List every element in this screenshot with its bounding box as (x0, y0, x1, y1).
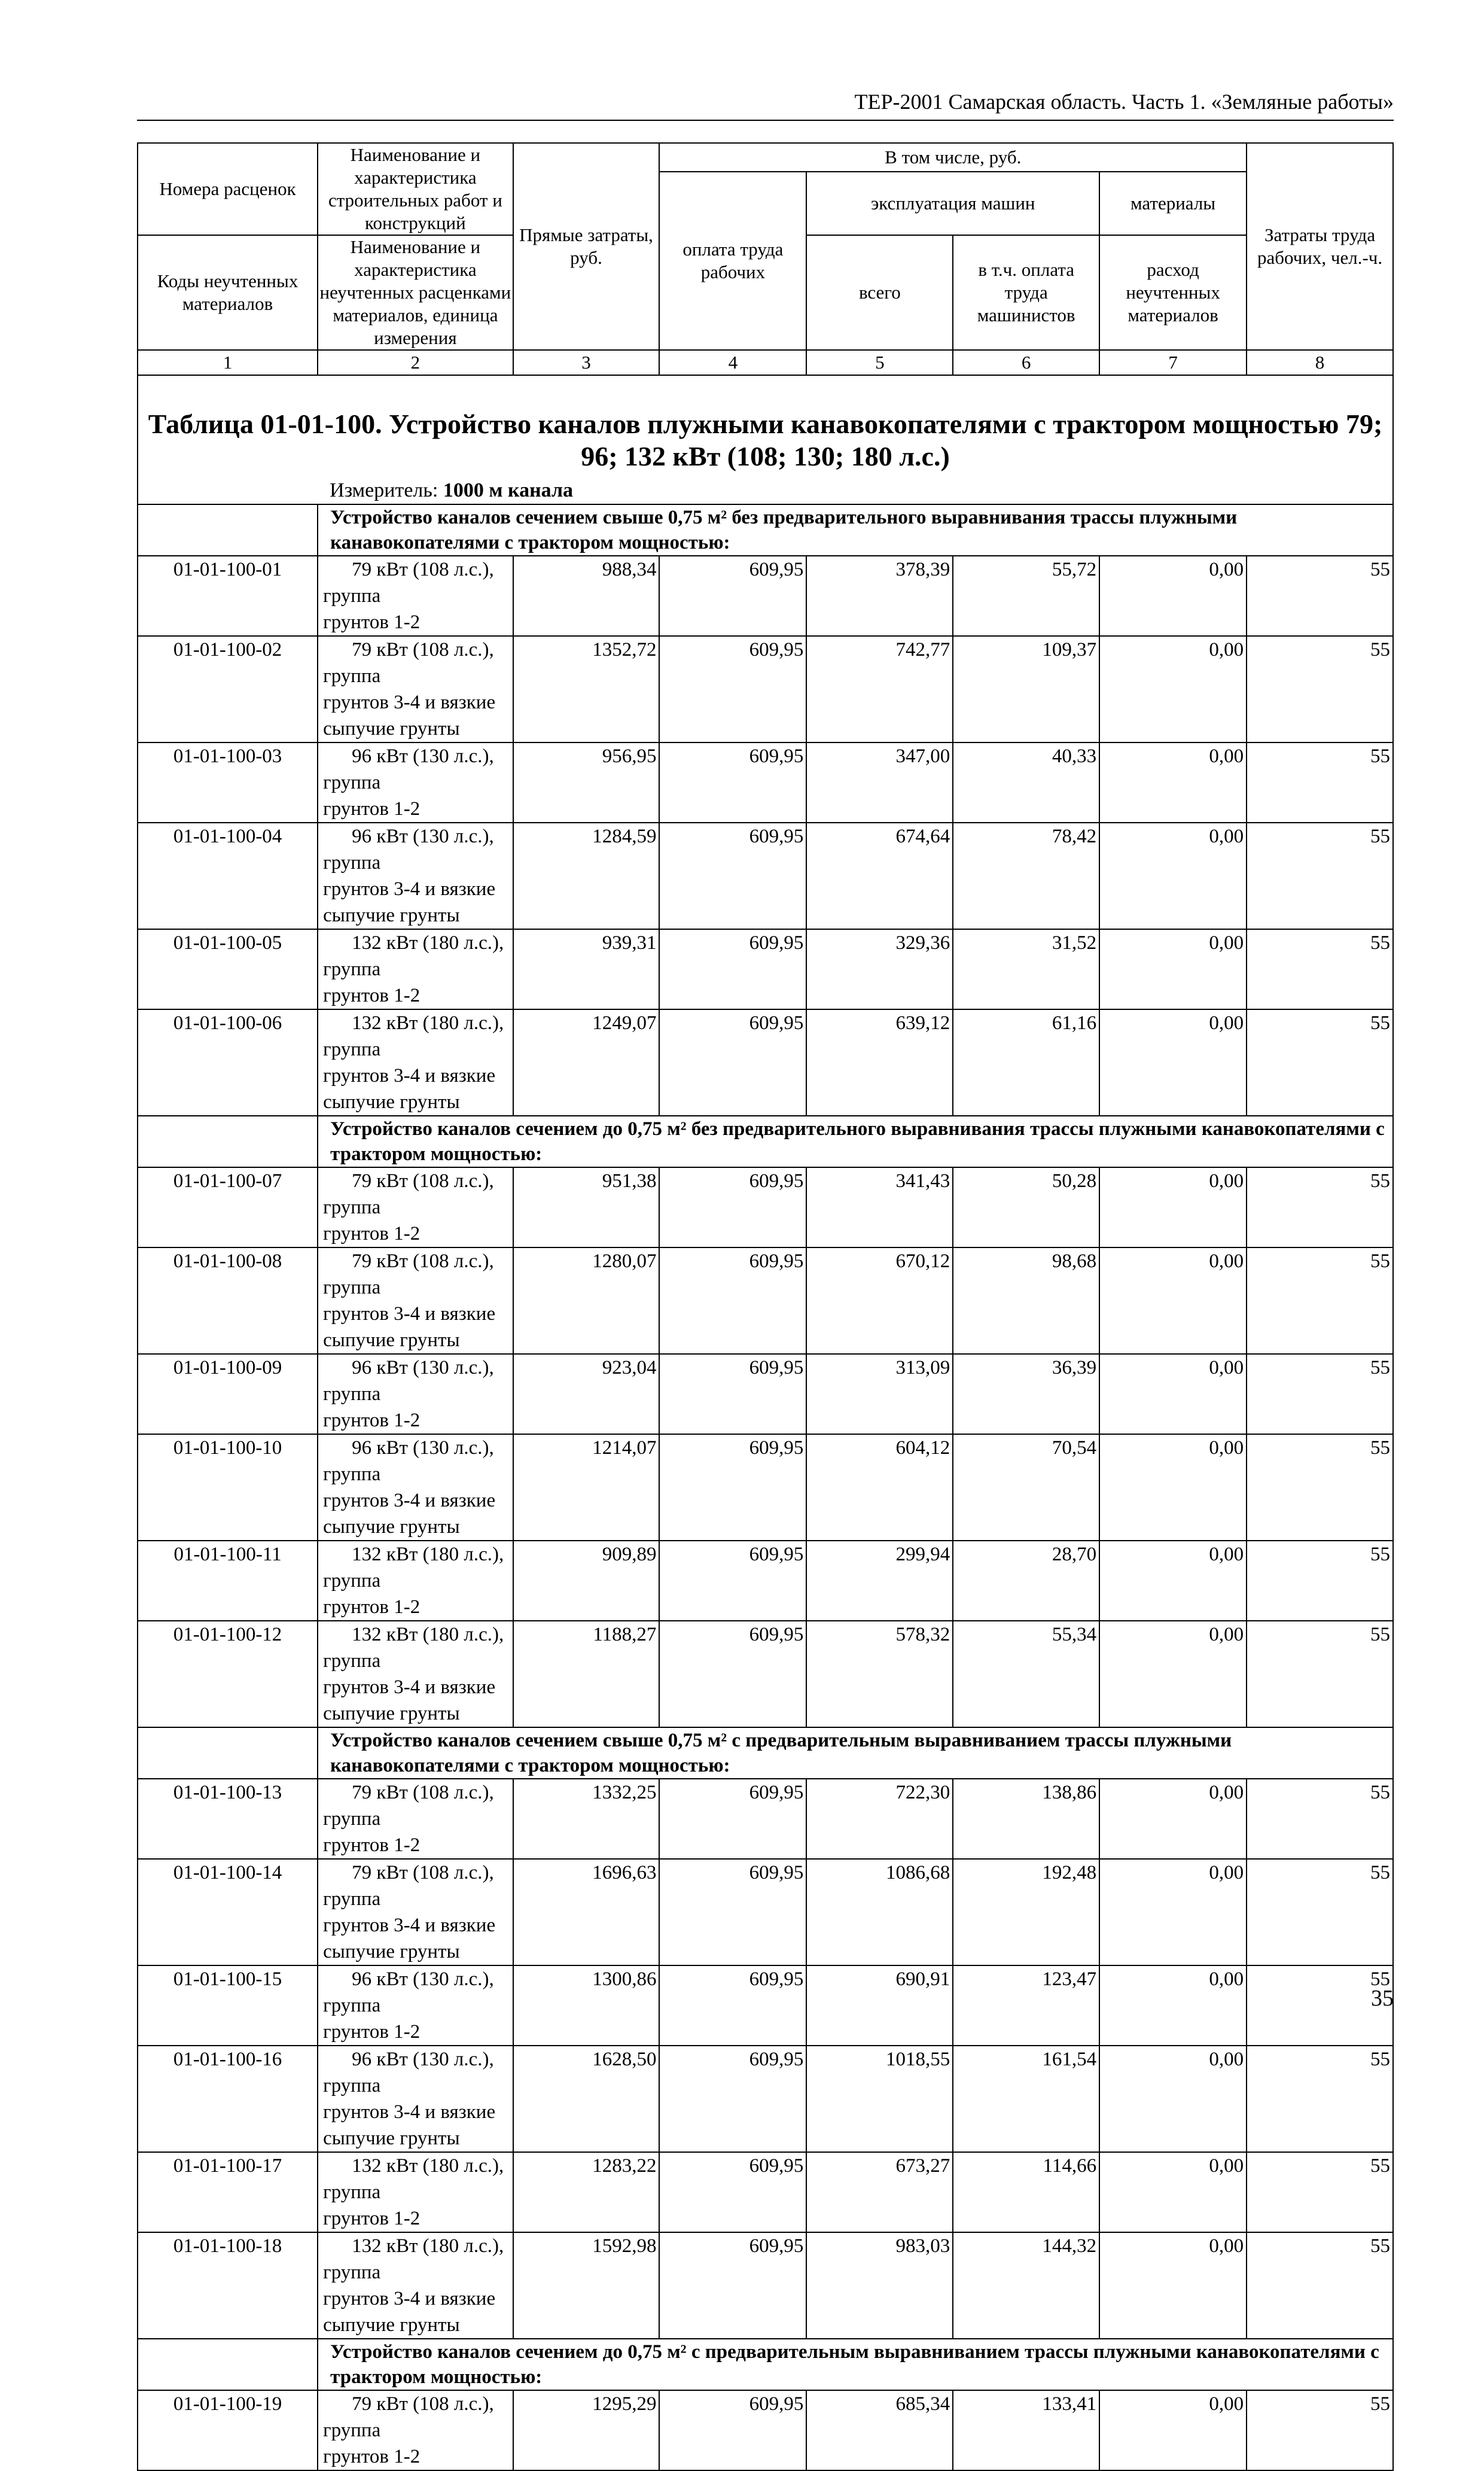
work-description-first-line: 79 кВт (108 л.с.), группа (323, 1782, 494, 1830)
labor-costs: 55 (1247, 742, 1393, 823)
machinist-pay: 98,68 (953, 1247, 1099, 1354)
work-description (318, 1541, 513, 1621)
direct-costs: 1295,29 (513, 2390, 660, 2470)
work-description (318, 1859, 513, 1965)
direct-costs: 1300,86 (513, 1965, 660, 2046)
labor-costs: 55 (1247, 2046, 1393, 2152)
worker-pay: 609,95 (659, 1354, 806, 1434)
work-description-rest: грунтов 1-2 (323, 1223, 420, 1244)
rate-code: 01-01-100-10 (138, 1434, 318, 1541)
machine-total: 1018,55 (806, 2046, 953, 2152)
work-description-rest: грунтов 1-2 (323, 2021, 420, 2043)
labor-costs: 55 (1247, 1434, 1393, 1541)
rate-code: 01-01-100-14 (138, 1859, 318, 1965)
table-row (138, 1779, 1393, 1859)
header-work-name: Наименование и характеристика строительных работ и конструкций (318, 143, 513, 235)
rate-code: 01-01-100-16 (138, 2046, 318, 2152)
header-materials-consumption: расход неучтенных материалов (1099, 235, 1247, 350)
machine-total: 690,91 (806, 1965, 953, 2046)
materials-consumption: 0,00 (1099, 929, 1247, 1009)
work-description-first-line: 132 кВт (180 л.с.), группа (323, 2235, 504, 2283)
group-heading: Устройство каналов сечением до 0,75 м² с предварительным выравниванием трассы плужными канавокопателями с трактором мощностью: (318, 2339, 1393, 2390)
rate-code: 01-01-100-02 (138, 636, 318, 742)
machinist-pay: 78,42 (953, 823, 1099, 929)
machinist-pay: 28,70 (953, 1541, 1099, 1621)
measure-value: 1000 м канала (443, 479, 574, 501)
machinist-pay: 55,72 (953, 556, 1099, 636)
rate-code: 01-01-100-11 (138, 1541, 318, 1621)
rate-code: 01-01-100-06 (138, 1009, 318, 1116)
table-row (138, 2046, 1393, 2152)
materials-consumption: 0,00 (1099, 1167, 1247, 1247)
rates-table (137, 142, 1394, 2471)
machinist-pay: 138,86 (953, 1779, 1099, 1859)
direct-costs: 923,04 (513, 1354, 660, 1434)
column-number: 2 (318, 350, 513, 375)
rate-code: 01-01-100-08 (138, 1247, 318, 1354)
work-description-first-line: 96 кВт (130 л.с.), группа (323, 745, 494, 793)
table-row (138, 2390, 1393, 2470)
machine-total: 673,27 (806, 2152, 953, 2232)
rate-code: 01-01-100-01 (138, 556, 318, 636)
table-row (138, 742, 1393, 823)
worker-pay: 609,95 (659, 1434, 806, 1541)
header-worker-pay: оплата труда рабочих (659, 172, 806, 350)
table-row (138, 1434, 1393, 1541)
rate-code: 01-01-100-19 (138, 2390, 318, 2470)
table-row (138, 2232, 1393, 2339)
group-heading: Устройство каналов сечением до 0,75 м² без предварительного выравнивания трассы плужными канавокопателями с трактором мощностью: (318, 1116, 1393, 1167)
work-description-rest: грунтов 3-4 и вязкие сыпучие грунты (323, 1490, 496, 1538)
work-description-first-line: 132 кВт (180 л.с.), группа (323, 1544, 504, 1591)
direct-costs: 1332,25 (513, 1779, 660, 1859)
work-description-first-line: 132 кВт (180 л.с.), группа (323, 1012, 504, 1060)
work-description-rest: грунтов 1-2 (323, 611, 420, 633)
rate-code: 01-01-100-12 (138, 1621, 318, 1727)
machinist-pay: 133,41 (953, 2390, 1099, 2470)
machinist-pay: 161,54 (953, 2046, 1099, 2152)
column-number: 7 (1099, 350, 1247, 375)
work-description-rest: грунтов 1-2 (323, 2208, 420, 2229)
worker-pay: 609,95 (659, 1965, 806, 2046)
work-description (318, 2152, 513, 2232)
table-row (138, 823, 1393, 929)
work-description-first-line: 79 кВт (108 л.с.), группа (323, 1862, 494, 1910)
rate-code: 01-01-100-17 (138, 2152, 318, 2232)
work-description (318, 1167, 513, 1247)
work-description (318, 1009, 513, 1116)
group-heading-row (138, 1116, 1393, 1167)
machinist-pay: 50,28 (953, 1167, 1099, 1247)
labor-costs: 55 (1247, 1859, 1393, 1965)
table-row (138, 556, 1393, 636)
machinist-pay: 70,54 (953, 1434, 1099, 1541)
worker-pay: 609,95 (659, 2232, 806, 2339)
table-row (138, 2152, 1393, 2232)
machinist-pay: 109,37 (953, 636, 1099, 742)
table-title: Таблица 01-01-100. Устройство каналов плужными канавокопателями с трактором мощностью 79; 96; 132 кВт (108; 130; 180 л.с.) (138, 375, 1393, 477)
worker-pay: 609,95 (659, 1621, 806, 1727)
work-description (318, 1779, 513, 1859)
labor-costs: 55 (1247, 556, 1393, 636)
worker-pay: 609,95 (659, 823, 806, 929)
header-machine-total: всего (806, 235, 953, 350)
labor-costs: 55 (1247, 1965, 1393, 2046)
labor-costs: 55 (1247, 1247, 1393, 1354)
work-description-rest: грунтов 1-2 (323, 1834, 420, 1856)
group-heading-spacer (138, 1116, 318, 1167)
machine-total: 604,12 (806, 1434, 953, 1541)
work-description-rest: грунтов 3-4 и вязкие сыпучие грунты (323, 2288, 496, 2336)
machinist-pay: 36,39 (953, 1354, 1099, 1434)
work-description (318, 1247, 513, 1354)
materials-consumption: 0,00 (1099, 823, 1247, 929)
machinist-pay: 55,34 (953, 1621, 1099, 1727)
header-labor: Затраты труда рабочих, чел.-ч. (1247, 143, 1393, 350)
column-numbers-row (138, 350, 1393, 375)
machine-total: 983,03 (806, 2232, 953, 2339)
group-heading-row (138, 1727, 1393, 1779)
measure-label: Измеритель: (330, 479, 438, 501)
table-row (138, 1354, 1393, 1434)
header-machinist-pay: в т.ч. оплата труда машинистов (953, 235, 1099, 350)
materials-consumption: 0,00 (1099, 1009, 1247, 1116)
materials-consumption: 0,00 (1099, 2046, 1247, 2152)
worker-pay: 609,95 (659, 742, 806, 823)
machine-total: 299,94 (806, 1541, 953, 1621)
labor-costs: 55 (1247, 1167, 1393, 1247)
work-description-rest: грунтов 3-4 и вязкие сыпучие грунты (323, 2101, 496, 2149)
direct-costs: 1284,59 (513, 823, 660, 929)
machinist-pay: 144,32 (953, 2232, 1099, 2339)
direct-costs: 956,95 (513, 742, 660, 823)
machine-total: 722,30 (806, 1779, 953, 1859)
work-description-first-line: 79 кВт (108 л.с.), группа (323, 639, 494, 687)
machinist-pay: 40,33 (953, 742, 1099, 823)
work-description-first-line: 96 кВт (130 л.с.), группа (323, 1968, 494, 2016)
work-description (318, 2390, 513, 2470)
group-heading: Устройство каналов сечением свыше 0,75 м² без предварительного выравнивания трассы плужными канавокопателями с трактором мощностью: (318, 504, 1393, 556)
materials-consumption: 0,00 (1099, 1779, 1247, 1859)
machine-total: 341,43 (806, 1167, 953, 1247)
work-description (318, 636, 513, 742)
direct-costs: 1214,07 (513, 1434, 660, 1541)
work-description-first-line: 132 кВт (180 л.с.), группа (323, 2155, 504, 2203)
table-row (138, 1859, 1393, 1965)
direct-costs: 1628,50 (513, 2046, 660, 2152)
work-description-first-line: 96 кВт (130 л.с.), группа (323, 1357, 494, 1405)
labor-costs: 55 (1247, 2152, 1393, 2232)
page-number: 35 (1371, 1986, 1394, 2011)
rate-code: 01-01-100-07 (138, 1167, 318, 1247)
rate-code: 01-01-100-04 (138, 823, 318, 929)
machine-total: 378,39 (806, 556, 953, 636)
labor-costs: 55 (1247, 1621, 1393, 1727)
labor-costs: 55 (1247, 636, 1393, 742)
work-description-rest: грунтов 1-2 (323, 1596, 420, 1618)
materials-consumption: 0,00 (1099, 2152, 1247, 2232)
header-direct-costs: Прямые затраты, руб. (513, 143, 660, 350)
materials-consumption: 0,00 (1099, 2232, 1247, 2339)
work-description-rest: грунтов 3-4 и вязкие сыпучие грунты (323, 1676, 496, 1724)
rate-code: 01-01-100-15 (138, 1965, 318, 2046)
materials-consumption: 0,00 (1099, 1965, 1247, 2046)
work-description-first-line: 96 кВт (130 л.с.), группа (323, 2049, 494, 2096)
group-heading-row (138, 2339, 1393, 2390)
table-row (138, 1009, 1393, 1116)
machine-total: 670,12 (806, 1247, 953, 1354)
machine-total: 742,77 (806, 636, 953, 742)
work-description-first-line: 79 кВт (108 л.с.), группа (323, 1170, 494, 1218)
materials-consumption: 0,00 (1099, 636, 1247, 742)
rate-code: 01-01-100-03 (138, 742, 318, 823)
rate-code: 01-01-100-09 (138, 1354, 318, 1434)
column-number: 3 (513, 350, 660, 375)
worker-pay: 609,95 (659, 2390, 806, 2470)
worker-pay: 609,95 (659, 556, 806, 636)
worker-pay: 609,95 (659, 636, 806, 742)
work-description (318, 929, 513, 1009)
labor-costs: 55 (1247, 2390, 1393, 2470)
direct-costs: 909,89 (513, 1541, 660, 1621)
group-heading: Устройство каналов сечением свыше 0,75 м² с предварительным выравниванием трассы плужными канавокопателями с трактором мощностью: (318, 1727, 1393, 1779)
worker-pay: 609,95 (659, 1541, 806, 1621)
work-description-first-line: 79 кВт (108 л.с.), группа (323, 2393, 494, 2441)
materials-consumption: 0,00 (1099, 1434, 1247, 1541)
column-number: 5 (806, 350, 953, 375)
worker-pay: 609,95 (659, 2046, 806, 2152)
work-description-rest: грунтов 3-4 и вязкие сыпучие грунты (323, 878, 496, 926)
materials-consumption: 0,00 (1099, 1247, 1247, 1354)
header-materials: материалы (1099, 172, 1247, 235)
work-description-rest: грунтов 1-2 (323, 1410, 420, 1431)
table-row (138, 929, 1393, 1009)
labor-costs: 55 (1247, 929, 1393, 1009)
column-number: 6 (953, 350, 1099, 375)
group-heading-spacer (138, 1727, 318, 1779)
direct-costs: 1696,63 (513, 1859, 660, 1965)
machinist-pay: 61,16 (953, 1009, 1099, 1116)
work-description-rest: грунтов 3-4 и вязкие сыпучие грунты (323, 1915, 496, 1962)
materials-consumption: 0,00 (1099, 1621, 1247, 1727)
machine-total: 313,09 (806, 1354, 953, 1434)
machine-total: 578,32 (806, 1621, 953, 1727)
labor-costs: 55 (1247, 2232, 1393, 2339)
labor-costs: 55 (1247, 1009, 1393, 1116)
direct-costs: 1592,98 (513, 2232, 660, 2339)
direct-costs: 939,31 (513, 929, 660, 1009)
work-description-rest: грунтов 1-2 (323, 2446, 420, 2467)
table-body (138, 375, 1393, 2470)
group-heading-spacer (138, 504, 318, 556)
work-description (318, 2232, 513, 2339)
work-description-rest: грунтов 3-4 и вязкие сыпучие грунты (323, 692, 496, 740)
work-description (318, 556, 513, 636)
measure-spacer (138, 477, 318, 504)
header-material-codes: Коды неучтенных материалов (138, 235, 318, 350)
work-description-first-line: 96 кВт (130 л.с.), группа (323, 1437, 494, 1485)
work-description (318, 1965, 513, 2046)
worker-pay: 609,95 (659, 1167, 806, 1247)
group-heading-spacer (138, 2339, 318, 2390)
materials-consumption: 0,00 (1099, 2390, 1247, 2470)
column-number: 1 (138, 350, 318, 375)
header-machine-operation: эксплуатация машин (806, 172, 1099, 235)
table-row (138, 1541, 1393, 1621)
work-description-first-line: 96 кВт (130 л.с.), группа (323, 826, 494, 874)
worker-pay: 609,95 (659, 1247, 806, 1354)
work-description (318, 2046, 513, 2152)
labor-costs: 55 (1247, 823, 1393, 929)
worker-pay: 609,95 (659, 929, 806, 1009)
work-description (318, 1354, 513, 1434)
worker-pay: 609,95 (659, 1779, 806, 1859)
header-in-total: В том числе, руб. (659, 143, 1247, 172)
machinist-pay: 31,52 (953, 929, 1099, 1009)
column-number: 8 (1247, 350, 1393, 375)
table-row (138, 636, 1393, 742)
worker-pay: 609,95 (659, 2152, 806, 2232)
table-header (138, 143, 1393, 375)
rate-code: 01-01-100-13 (138, 1779, 318, 1859)
machinist-pay: 123,47 (953, 1965, 1099, 2046)
table-row (138, 1167, 1393, 1247)
table-row (138, 1247, 1393, 1354)
column-number: 4 (659, 350, 806, 375)
labor-costs: 55 (1247, 1354, 1393, 1434)
machine-total: 685,34 (806, 2390, 953, 2470)
machine-total: 674,64 (806, 823, 953, 929)
materials-consumption: 0,00 (1099, 1859, 1247, 1965)
materials-consumption: 0,00 (1099, 556, 1247, 636)
work-description-rest: грунтов 3-4 и вязкие сыпучие грунты (323, 1303, 496, 1351)
direct-costs: 1283,22 (513, 2152, 660, 2232)
direct-costs: 1249,07 (513, 1009, 660, 1116)
machine-total: 639,12 (806, 1009, 953, 1116)
materials-consumption: 0,00 (1099, 742, 1247, 823)
machine-total: 347,00 (806, 742, 953, 823)
direct-costs: 1352,72 (513, 636, 660, 742)
materials-consumption: 0,00 (1099, 1354, 1247, 1434)
work-description (318, 742, 513, 823)
header-material-names: Наименование и характеристика неучтенных расценками материалов, единица измерения (318, 235, 513, 350)
work-description-first-line: 79 кВт (108 л.с.), группа (323, 1250, 494, 1298)
measure-line (318, 477, 1393, 504)
work-description-first-line: 132 кВт (180 л.с.), группа (323, 932, 504, 980)
direct-costs: 1280,07 (513, 1247, 660, 1354)
header-rate-numbers: Номера расценок (138, 143, 318, 235)
machinist-pay: 114,66 (953, 2152, 1099, 2232)
work-description (318, 1621, 513, 1727)
table-row (138, 1621, 1393, 1727)
rate-code: 01-01-100-18 (138, 2232, 318, 2339)
work-description (318, 1434, 513, 1541)
work-description-first-line: 79 кВт (108 л.с.), группа (323, 559, 494, 607)
labor-costs: 55 (1247, 1779, 1393, 1859)
work-description (318, 823, 513, 929)
work-description-rest: грунтов 1-2 (323, 798, 420, 820)
machine-total: 1086,68 (806, 1859, 953, 1965)
machinist-pay: 192,48 (953, 1859, 1099, 1965)
running-header: ТЕР-2001 Самарская область. Часть 1. «Земляные работы» (137, 84, 1394, 121)
direct-costs: 1188,27 (513, 1621, 660, 1727)
table-row (138, 1965, 1393, 2046)
materials-consumption: 0,00 (1099, 1541, 1247, 1621)
labor-costs: 55 (1247, 1541, 1393, 1621)
work-description-rest: грунтов 3-4 и вязкие сыпучие грунты (323, 1065, 496, 1113)
direct-costs: 988,34 (513, 556, 660, 636)
worker-pay: 609,95 (659, 1859, 806, 1965)
group-heading-row (138, 504, 1393, 556)
direct-costs: 951,38 (513, 1167, 660, 1247)
work-description-first-line: 132 кВт (180 л.с.), группа (323, 1624, 504, 1672)
machine-total: 329,36 (806, 929, 953, 1009)
rate-code: 01-01-100-05 (138, 929, 318, 1009)
work-description-rest: грунтов 1-2 (323, 985, 420, 1006)
worker-pay: 609,95 (659, 1009, 806, 1116)
